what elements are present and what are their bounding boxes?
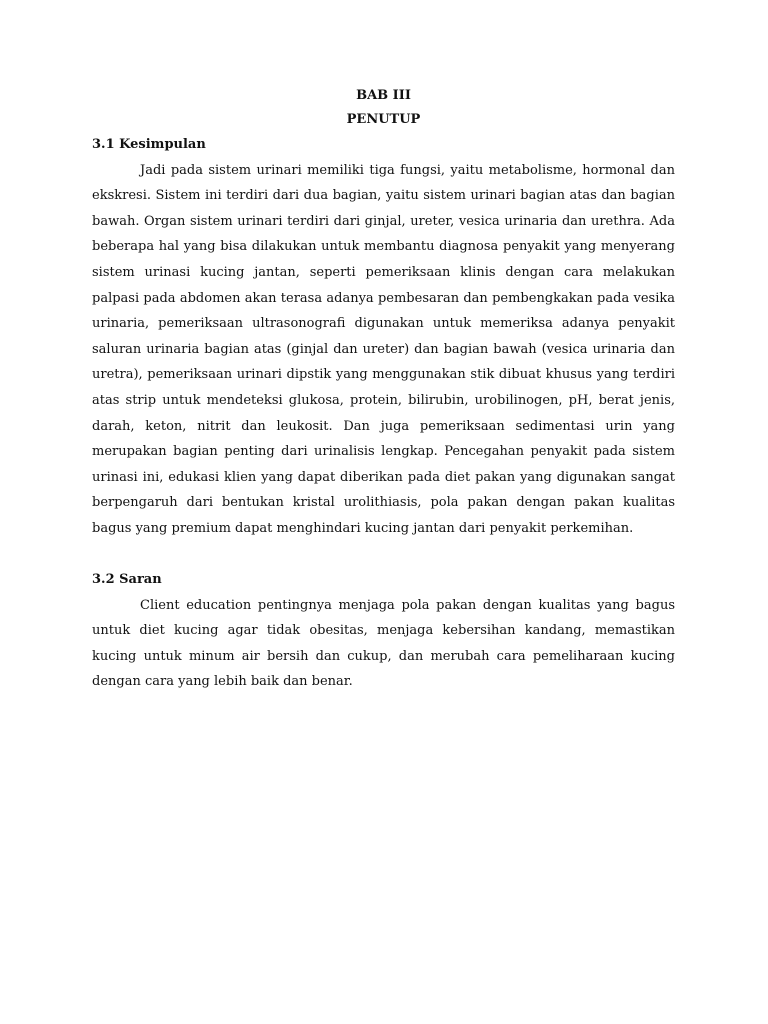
chapter-number: BAB III xyxy=(356,88,411,103)
section-spacer xyxy=(92,542,675,568)
section-paragraph-kesimpulan: Jadi pada sistem urinari memiliki tiga fungsi, yaitu metabolisme, hormonal dan ekskresi. Sistem ini terdiri dari dua bagian, yaitu sistem urinari bagian atas dan bagian bawah. Organ sistem urinari terdiri dari ginjal, ureter, vesica urinaria dan urethra. Ada beberapa hal yang bisa dilakukan untuk membantu diagnosa penyakit yang menyerang sistem urinasi kucing jantan, seperti pemeriksaan klinis dengan cara melakukan palpasi pada abdomen akan terasa adanya pembesaran dan pembengkakan pada vesika urinaria, pemeriksaan ultrasonografi digunakan untuk memeriksa adanya penyakit saluran urinaria bagian atas (ginjal dan ureter) dan bagian bawah (vesica urinaria dan uretra), pemeriksaan urinari dipstik yang menggunakan stik dibuat khusus yang terdiri atas strip untuk mendeteksi glukosa, protein, bilirubin, urobilinogen, pH, berat jenis, darah, keton, nitrit dan leukosit. Dan juga pemeriksaan sedimentasi urin yang merupakan bagian penting dari urinalisis lengkap. Pencegahan penyakit pada sistem urinasi ini, edukasi klien yang dapat diberikan pada diet pakan yang digunakan sangat berpengaruh dari bentukan kristal urolithiasis, pola pakan dengan pakan kualitas bagus yang premium dapat menghindari kucing jantan dari penyakit perkemihan. xyxy=(92,162,675,536)
section-heading-kesimpulan: 3.1 Kesimpulan xyxy=(92,137,206,152)
chapter-title: PENUTUP xyxy=(346,112,421,127)
section-paragraph-saran: Client education pentingnya menjaga pola pakan dengan kualitas yang bagus untuk diet kucing agar tidak obesitas, menjaga kebersihan kandang, memastikan kucing untuk minum air bersih dan cukup, dan merubah cara pemeliharaan kucing dengan cara yang lebih baik dan benar. xyxy=(92,597,675,690)
document-body xyxy=(92,84,675,695)
section-heading-saran: 3.2 Saran xyxy=(92,572,162,588)
